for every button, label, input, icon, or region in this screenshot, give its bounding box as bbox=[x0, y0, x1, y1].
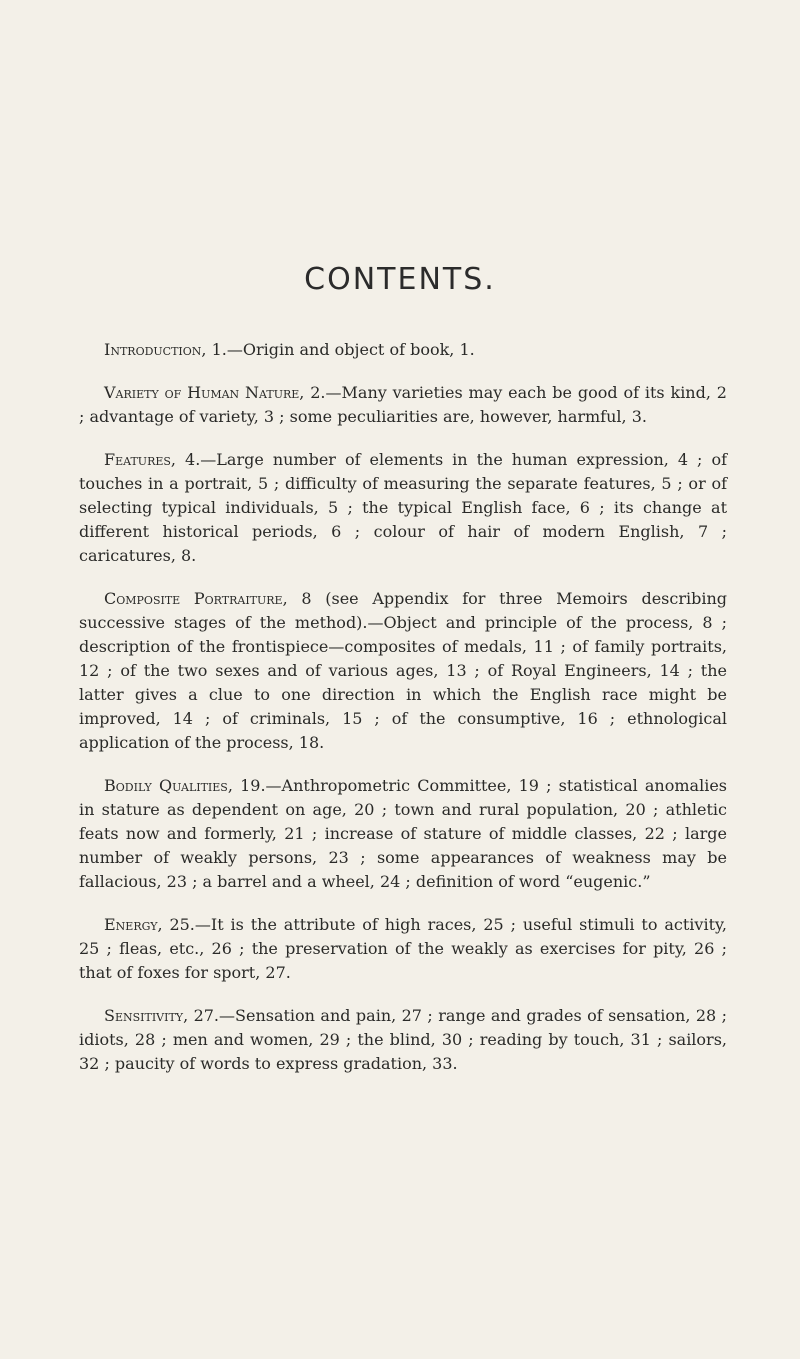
contents-entry-composite bbox=[79, 587, 727, 755]
entry-heading: Energy, bbox=[104, 915, 163, 934]
entry-heading: Sensitivity, bbox=[104, 1006, 189, 1025]
contents-entry-bodily bbox=[79, 774, 727, 894]
entry-text: 25.—It is the attribute of high races, 25 ; useful stimuli to activity, 25 ; fleas, etc., 26 ; the preservation of the weakly as exercises for pity, 26 ; that of foxes for sport, 27. bbox=[79, 915, 727, 982]
page-title: CONTENTS. bbox=[304, 262, 496, 297]
contents-list bbox=[79, 338, 727, 1095]
entry-heading: Bodily Qualities, bbox=[104, 776, 233, 795]
contents-entry-energy bbox=[79, 913, 727, 985]
entry-text: 4.—Large number of elements in the human expression, 4 ; of touches in a portrait, 5 ; difficulty of measuring the separate features, 5 ; or of selecting typical individuals, 5 ; the typical English face, 6 ; its change at different historical periods, 6 ; colour of hair of modern English, 7 ; caricatures, 8. bbox=[79, 450, 727, 565]
entry-text: 19.—Anthropometric Committee, 19 ; statistical anomalies in stature as dependent on age, 20 ; town and rural population, 20 ; athletic feats now and formerly, 21 ; increase of stature of middle classes, 22 ; large number of weakly persons, 23 ; some appearances of weakness may be fallacious, 23 ; a barrel and a wheel, 24 ; definition of word “eugenic.” bbox=[79, 776, 727, 891]
contents-entry-features bbox=[79, 448, 727, 568]
contents-entry-variety bbox=[79, 381, 727, 429]
entry-text: 1.—Origin and object of book, 1. bbox=[206, 340, 475, 359]
entry-text: 2.—Many varieties may each be good of its kind, 2 ; advantage of variety, 3 ; some peculiarities are, however, harmful, 3. bbox=[79, 383, 727, 426]
entry-heading: Introduction, bbox=[104, 340, 207, 359]
entry-heading: Variety of Human Nature, bbox=[104, 383, 305, 402]
entry-heading: Composite Portraiture, bbox=[104, 589, 288, 608]
entry-text: 27.—Sensation and pain, 27 ; range and grades of sensation, 28 ; idiots, 28 ; men and women, 29 ; the blind, 30 ; reading by touch, 31 ; sailors, 32 ; paucity of words to express gradation, 33. bbox=[79, 1006, 727, 1073]
entry-text: 8 (see Appendix for three Memoirs describing successive stages of the method).—Object and principle of the process, 8 ; description of the frontispiece—composites of medals, 11 ; of family portraits, 12 ; of the two sexes and of various ages, 13 ; of Royal Engineers, 14 ; the latter gives a clue to one direction in which the English race might be improved, 14 ; of criminals, 15 ; of the consumptive, 16 ; ethnological application of the process, 18. bbox=[79, 589, 728, 752]
entry-heading: Features, bbox=[104, 450, 177, 469]
contents-entry-introduction bbox=[79, 338, 727, 362]
contents-entry-sensitivity bbox=[79, 1004, 727, 1076]
